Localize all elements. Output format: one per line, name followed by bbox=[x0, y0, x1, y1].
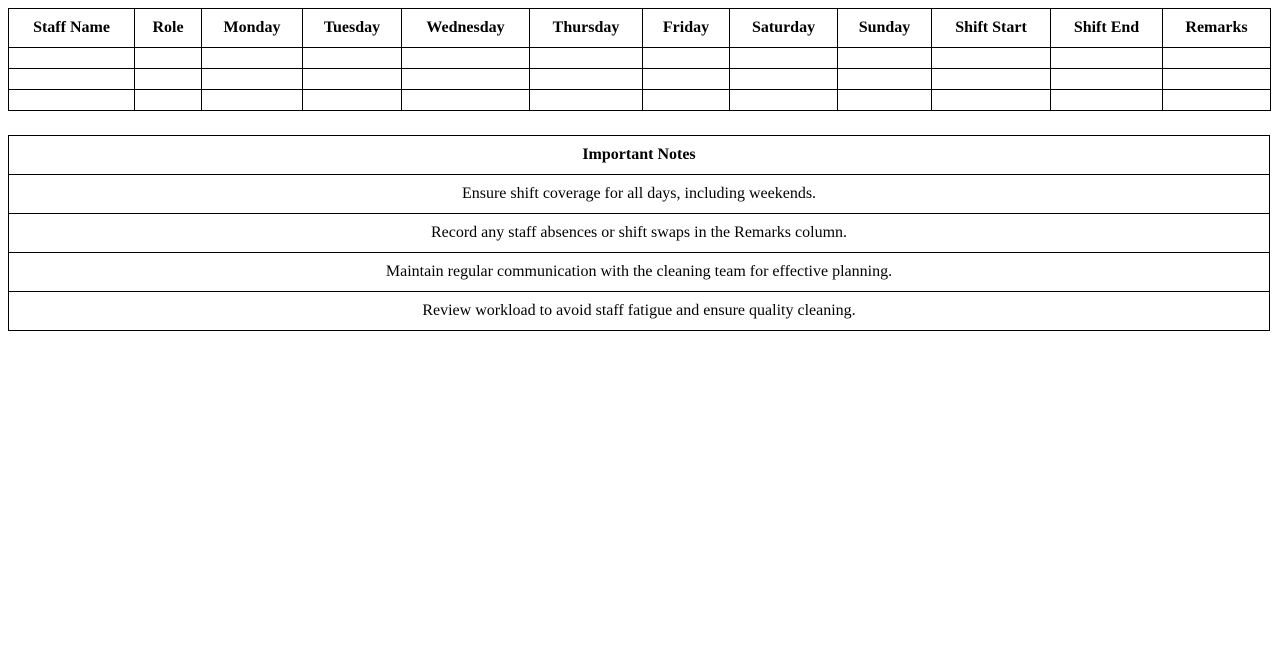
schedule-cell[interactable] bbox=[643, 69, 730, 90]
notes-header-row bbox=[9, 136, 1270, 175]
schedule-cell[interactable] bbox=[838, 69, 932, 90]
schedule-cell[interactable] bbox=[9, 69, 135, 90]
note-row bbox=[9, 214, 1270, 253]
table-row bbox=[9, 90, 1271, 111]
column-header-shift-start: Shift Start bbox=[932, 9, 1051, 48]
schedule-cell[interactable] bbox=[1163, 90, 1271, 111]
note-text: Ensure shift coverage for all days, including weekends. bbox=[9, 175, 1270, 214]
schedule-cell[interactable] bbox=[202, 48, 303, 69]
schedule-cell[interactable] bbox=[402, 69, 530, 90]
schedule-cell[interactable] bbox=[530, 90, 643, 111]
table-row bbox=[9, 48, 1271, 69]
schedule-cell[interactable] bbox=[730, 48, 838, 69]
schedule-cell[interactable] bbox=[1163, 48, 1271, 69]
note-text: Review workload to avoid staff fatigue and ensure quality cleaning. bbox=[9, 292, 1270, 331]
schedule-cell[interactable] bbox=[838, 90, 932, 111]
schedule-cell[interactable] bbox=[402, 90, 530, 111]
schedule-cell[interactable] bbox=[402, 48, 530, 69]
schedule-cell[interactable] bbox=[202, 90, 303, 111]
notes-title: Important Notes bbox=[9, 136, 1270, 175]
schedule-cell[interactable] bbox=[932, 90, 1051, 111]
column-header-wednesday: Wednesday bbox=[402, 9, 530, 48]
schedule-cell[interactable] bbox=[1051, 69, 1163, 90]
staff-schedule-table bbox=[8, 8, 1271, 111]
schedule-cell[interactable] bbox=[530, 48, 643, 69]
schedule-cell[interactable] bbox=[135, 90, 202, 111]
schedule-body bbox=[9, 48, 1271, 111]
schedule-cell[interactable] bbox=[303, 90, 402, 111]
schedule-header-row bbox=[9, 9, 1271, 48]
schedule-cell[interactable] bbox=[730, 69, 838, 90]
column-header-staff-name: Staff Name bbox=[9, 9, 135, 48]
schedule-cell[interactable] bbox=[135, 69, 202, 90]
schedule-cell[interactable] bbox=[1051, 90, 1163, 111]
schedule-cell[interactable] bbox=[9, 48, 135, 69]
column-header-friday: Friday bbox=[643, 9, 730, 48]
schedule-cell[interactable] bbox=[135, 48, 202, 69]
schedule-cell[interactable] bbox=[9, 90, 135, 111]
schedule-cell[interactable] bbox=[1163, 69, 1271, 90]
note-text: Maintain regular communication with the cleaning team for effective planning. bbox=[9, 253, 1270, 292]
schedule-cell[interactable] bbox=[530, 69, 643, 90]
note-text: Record any staff absences or shift swaps in the Remarks column. bbox=[9, 214, 1270, 253]
column-header-role: Role bbox=[135, 9, 202, 48]
table-row bbox=[9, 69, 1271, 90]
column-header-tuesday: Tuesday bbox=[303, 9, 402, 48]
important-notes-table bbox=[8, 135, 1270, 331]
column-header-remarks: Remarks bbox=[1163, 9, 1271, 48]
column-header-monday: Monday bbox=[202, 9, 303, 48]
column-header-shift-end: Shift End bbox=[1051, 9, 1163, 48]
note-row bbox=[9, 175, 1270, 214]
schedule-cell[interactable] bbox=[303, 48, 402, 69]
schedule-cell[interactable] bbox=[643, 48, 730, 69]
schedule-cell[interactable] bbox=[1051, 48, 1163, 69]
column-header-thursday: Thursday bbox=[530, 9, 643, 48]
schedule-cell[interactable] bbox=[730, 90, 838, 111]
schedule-cell[interactable] bbox=[303, 69, 402, 90]
schedule-cell[interactable] bbox=[643, 90, 730, 111]
note-row bbox=[9, 253, 1270, 292]
note-row bbox=[9, 292, 1270, 331]
schedule-cell[interactable] bbox=[202, 69, 303, 90]
column-header-sunday: Sunday bbox=[838, 9, 932, 48]
column-header-saturday: Saturday bbox=[730, 9, 838, 48]
schedule-cell[interactable] bbox=[932, 69, 1051, 90]
schedule-cell[interactable] bbox=[838, 48, 932, 69]
schedule-cell[interactable] bbox=[932, 48, 1051, 69]
